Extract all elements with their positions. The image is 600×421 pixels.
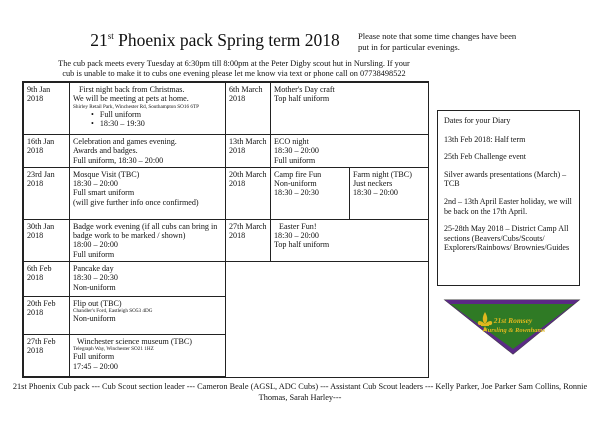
group-neckerchief-logo xyxy=(443,298,581,356)
diary-heading: Dates for your Diary xyxy=(444,116,511,125)
diary-item: 2nd – 13th April Easter holiday, we will be back on the 17th April. xyxy=(444,196,572,216)
date-cell: 16th Jan 2018 xyxy=(24,135,70,168)
diary-item: Silver awards presentations (March) – TCB xyxy=(444,169,567,189)
term-schedule-table xyxy=(22,81,429,378)
date-cell: 27th Feb 2018 xyxy=(24,335,70,377)
date-cell: 20th March 2018 xyxy=(226,167,271,219)
date-cell: 6th March 2018 xyxy=(226,83,271,135)
diary-item: 25-28th May 2018 – District Camp All sections (Beavers/Cubs/Scouts/ Explorers/Rainbows/ Brownies/Guides xyxy=(444,224,570,253)
table-row xyxy=(24,262,429,297)
logo-text-line-2: Nursling & Rownhams xyxy=(482,327,546,334)
event-cell: Mosque Visit (TBC) 18:30 – 20:00 Full smart uniform (will give further info once confirmed) xyxy=(70,167,226,219)
date-cell: 23rd Jan 2018 xyxy=(24,167,70,219)
event-cell: First night back from Christmas. We will be meeting at pets at home. Shirley Retail Park, Winchester Rd, Southampton SO16 6TP • Full uniform • 18:30 – 19:30 xyxy=(70,83,226,135)
event-cell: Flip out (TBC) Chandler's Ford, Eastleigh SO53 4DG Non-uniform xyxy=(70,297,226,335)
event-cell: Celebration and games evening. Awards and badges. Full uniform, 18:30 – 20:00 xyxy=(70,135,226,168)
date-cell: 27th March 2018 xyxy=(226,219,271,261)
table-row xyxy=(24,335,429,377)
date-cell: 30th Jan 2018 xyxy=(24,219,70,261)
date-cell: 9th Jan 2018 xyxy=(24,83,70,135)
diary-dates-box xyxy=(437,110,580,286)
event-cell: Pancake day 18:30 – 20:30 Non-uniform xyxy=(70,262,226,297)
diary-item: 13th Feb 2018: Half term xyxy=(444,134,526,144)
leaders-footer: 21st Phoenix Cub pack --- Cub Scout section leader --- Cameron Beale (AGSL, ADC Cubs) --- Assistant Cub Scout leaders --- Kelly Parker, Joe Parker Sam Collins, Ronnie Thomas, Sarah Harley--- xyxy=(12,382,588,402)
table-row xyxy=(24,135,429,168)
event-cell: ECO night 18:30 – 20:00 Full uniform xyxy=(271,135,429,168)
table-row xyxy=(24,83,429,135)
event-cell: Camp fire Fun Non-uniform 18:30 – 20:30 xyxy=(271,167,350,219)
logo-text-line-1: 21st Romsey xyxy=(493,316,533,325)
page-title: 21st Phoenix pack Spring term 2018 xyxy=(90,30,340,50)
date-cell: 13th March 2018 xyxy=(226,135,271,168)
table-row xyxy=(24,219,429,261)
intro-text: The cub pack meets every Tuesday at 6:30pm till 8:00pm at the Peter Digby scout hut in Nursling. If your cub is unable to make it to cubs one evening please let me know via text or phone call on 07738498522 xyxy=(58,59,410,79)
event-cell: Badge work evening (if all cubs can bring in badge work to be marked / shown) 18:00 – 20:00 Full uniform xyxy=(70,219,226,261)
date-cell: 20th Feb 2018 xyxy=(24,297,70,335)
date-cell: 6th Feb 2018 xyxy=(24,262,70,297)
time-change-note: Please note that some time changes have been put in for particular evenings. xyxy=(358,31,517,52)
table-row xyxy=(24,167,429,219)
diary-item: 25th Feb Challenge event xyxy=(444,152,526,162)
event-cell: Farm night (TBC) Just neckers 18:30 – 20:00 xyxy=(350,167,429,219)
event-cell: Mother's Day craft Top half uniform xyxy=(271,83,429,135)
neckerchief-border-top xyxy=(445,300,579,304)
event-cell: Easter Fun! 18:30 – 20:00 Top half uniform xyxy=(271,219,429,261)
table-row xyxy=(24,297,429,335)
event-cell: Winchester science museum (TBC) Telegraph Way, Winchester SO21 1HZ Full uniform 17:45 – 20:00 xyxy=(70,335,226,377)
